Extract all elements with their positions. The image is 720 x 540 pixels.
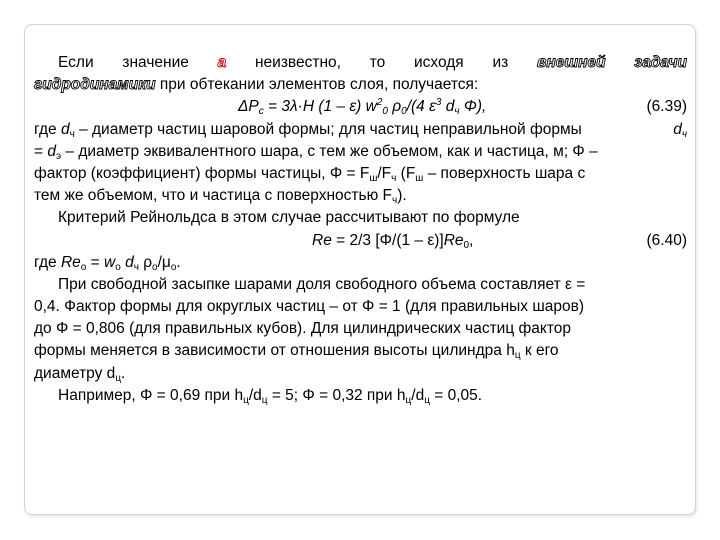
- text-run: $d_ч$: [673, 120, 687, 140]
- text-line-4: [34, 119, 687, 141]
- text-run: Критерий Рейнольдса в этом случае рассчитывают по формуле: [58, 209, 520, 227]
- text-line-1: [34, 52, 687, 74]
- word: значение: [122, 54, 189, 71]
- text-line-8: [34, 207, 687, 229]
- text-line-10: [34, 252, 687, 274]
- emphasized-term: задачи: [634, 54, 687, 71]
- highlighted-variable: а: [217, 54, 227, 71]
- text-run: Например, Φ = 0,69 при $h_ц/d_ц = 5$; Φ = 0,32 при $h_ц/d_ц = 0,05$.: [58, 386, 483, 406]
- text-line-2: [34, 74, 687, 96]
- word: неизвестно,: [254, 54, 341, 71]
- text-run: где $d_ч$ – диаметр частиц шаровой формы; для частиц неправильной формы: [34, 120, 587, 140]
- text-run: до Φ = 0,806 (для правильных кубов). Для цилиндрических частиц фактор: [34, 320, 572, 338]
- slide-body: [34, 52, 687, 407]
- equation-6-39: [34, 96, 687, 118]
- equation-number: (6.39): [646, 98, 687, 116]
- word: то: [369, 54, 386, 71]
- text-line-12: [34, 296, 687, 318]
- text-line-7: [34, 185, 687, 207]
- text-run: тем же объемом, что и частица с поверхностью $F_ч$).: [34, 187, 407, 207]
- text-run: формы меняется в зависимости от отношения высоты цилиндра $h_ц$ к его: [34, 342, 559, 362]
- emphasized-term: внешней: [536, 54, 606, 71]
- text-run: где $Re_о = w_о$ $d_ч$ $\rho_о/\mu_о$.: [34, 253, 181, 273]
- word: исходя: [414, 54, 464, 71]
- text-run: = $d_э$ – диаметр эквивалентного шара, с тем же объемом, как и частица, м; Φ –: [34, 142, 598, 162]
- text-run: 0,4. Фактор формы для округлых частиц – от Φ = 1 (для правильных шаров): [34, 298, 585, 316]
- equation-body: $\Delta P_c = 3\lambda\cdot H$ (1 – ε) $w^2_0$ $\rho_0/(4$ $\varepsilon^3$ $d_ч$ Φ),: [238, 97, 487, 118]
- text-line-11: [34, 274, 687, 296]
- text-line-14: [34, 340, 687, 362]
- equation-body: Re = 2/3 $[\Phi/(1 - \varepsilon)]Re_0$,: [312, 231, 474, 251]
- text-line-16: [34, 385, 687, 407]
- text-run: при обтекании элементов слоя, получается:: [155, 76, 479, 94]
- text-line-5: [34, 141, 687, 163]
- equation-number: (6.40): [646, 231, 687, 249]
- text-run: фактор (коэффициент) формы частицы, $\Phi = F_ш/F_ч$ ($F_ш$ – поверхность шара с: [34, 164, 586, 184]
- text-line-6: [34, 163, 687, 185]
- equation-6-40: [34, 230, 687, 252]
- text-line-13: [34, 318, 687, 340]
- text-run: диаметру $d_ц$.: [34, 364, 126, 384]
- text-line-15: [34, 363, 687, 385]
- word: из: [492, 54, 509, 71]
- emphasized-term: гидродинамики: [34, 76, 156, 94]
- word: Если: [58, 54, 94, 71]
- text-run: При свободной засыпке шарами доля свободного объема составляет ε =: [58, 275, 586, 293]
